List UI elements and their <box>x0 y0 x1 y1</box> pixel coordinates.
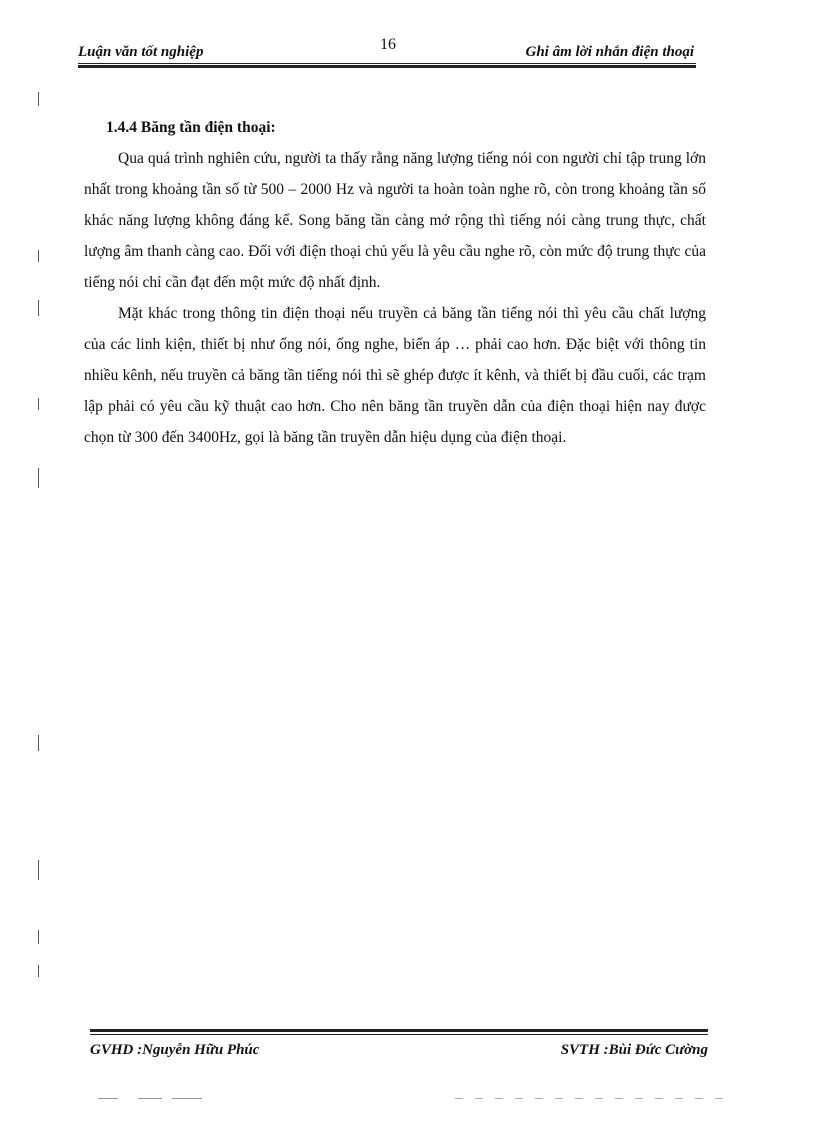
page-body <box>84 112 706 453</box>
scan-margin-mark <box>38 92 39 106</box>
scan-margin-mark <box>38 860 39 880</box>
footer-rule-thin <box>90 1034 708 1035</box>
scan-margin-mark <box>38 930 39 944</box>
page-footer <box>90 1042 708 1064</box>
scan-margin-mark <box>38 965 39 977</box>
footer-rule-thick <box>90 1029 708 1032</box>
scan-dash-mark <box>138 1098 162 1099</box>
scan-margin-mark <box>38 300 39 316</box>
scan-dash-mark <box>98 1098 118 1099</box>
header-thesis-label: Luận văn tốt nghiệp <box>78 44 204 60</box>
footer-advisor: GVHD :Nguyễn Hữu Phúc <box>90 1042 260 1058</box>
body-paragraph: Qua quá trình nghiên cứu, người ta thấy rằng năng lượng tiếng nói con người chỉ tập trung lớn nhất trong khoảng tần số từ 500 – 2000 Hz và người ta hoàn toàn nghe rõ, còn trong khoảng tần số khác năng lượng không đáng kể. Song băng tần càng mở rộng thì tiếng nói càng trung thực, chất lượng âm thanh càng cao. Đối với điện thoại chủ yếu là yêu cầu nghe rõ, còn mức độ trung thực của tiếng nói chỉ cần đạt đến một mức độ nhất định. <box>84 150 706 291</box>
header-topic-label: Ghi âm lời nhắn điện thoại <box>525 44 694 60</box>
header-rule-thick <box>78 65 696 68</box>
page-header <box>78 36 696 66</box>
page-number: 16 <box>380 36 396 53</box>
scan-dash-mark <box>172 1098 202 1099</box>
section-heading: 1.4.4 Băng tần điện thoại: <box>106 119 276 136</box>
scan-dash-mark <box>455 1098 725 1099</box>
body-paragraph: Mặt khác trong thông tin điện thoại nếu truyền cả băng tần tiếng nói thì yêu cầu chất lượng của các linh kiện, thiết bị như ống nói, ống nghe, biến áp … phải cao hơn. Đặc biệt với thông tin nhiều kênh, nếu truyền cả băng tần tiếng nói thì sẽ ghép được ít kênh, và thiết bị đầu cuối, các trạm lập phải có yêu cầu kỹ thuật cao hơn. Cho nên băng tần truyền dẫn của điện thoại hiện nay được chọn từ 300 đến 3400Hz, gọi là băng tần truyền dẫn hiệu dụng của điện thoại. <box>84 305 706 446</box>
scan-margin-mark <box>38 398 39 410</box>
scan-margin-mark <box>38 735 39 751</box>
scan-margin-mark <box>38 468 39 488</box>
header-rule-thin <box>78 63 696 64</box>
footer-student: SVTH :Bùi Đức Cường <box>560 1042 708 1058</box>
scan-margin-mark <box>38 250 39 262</box>
